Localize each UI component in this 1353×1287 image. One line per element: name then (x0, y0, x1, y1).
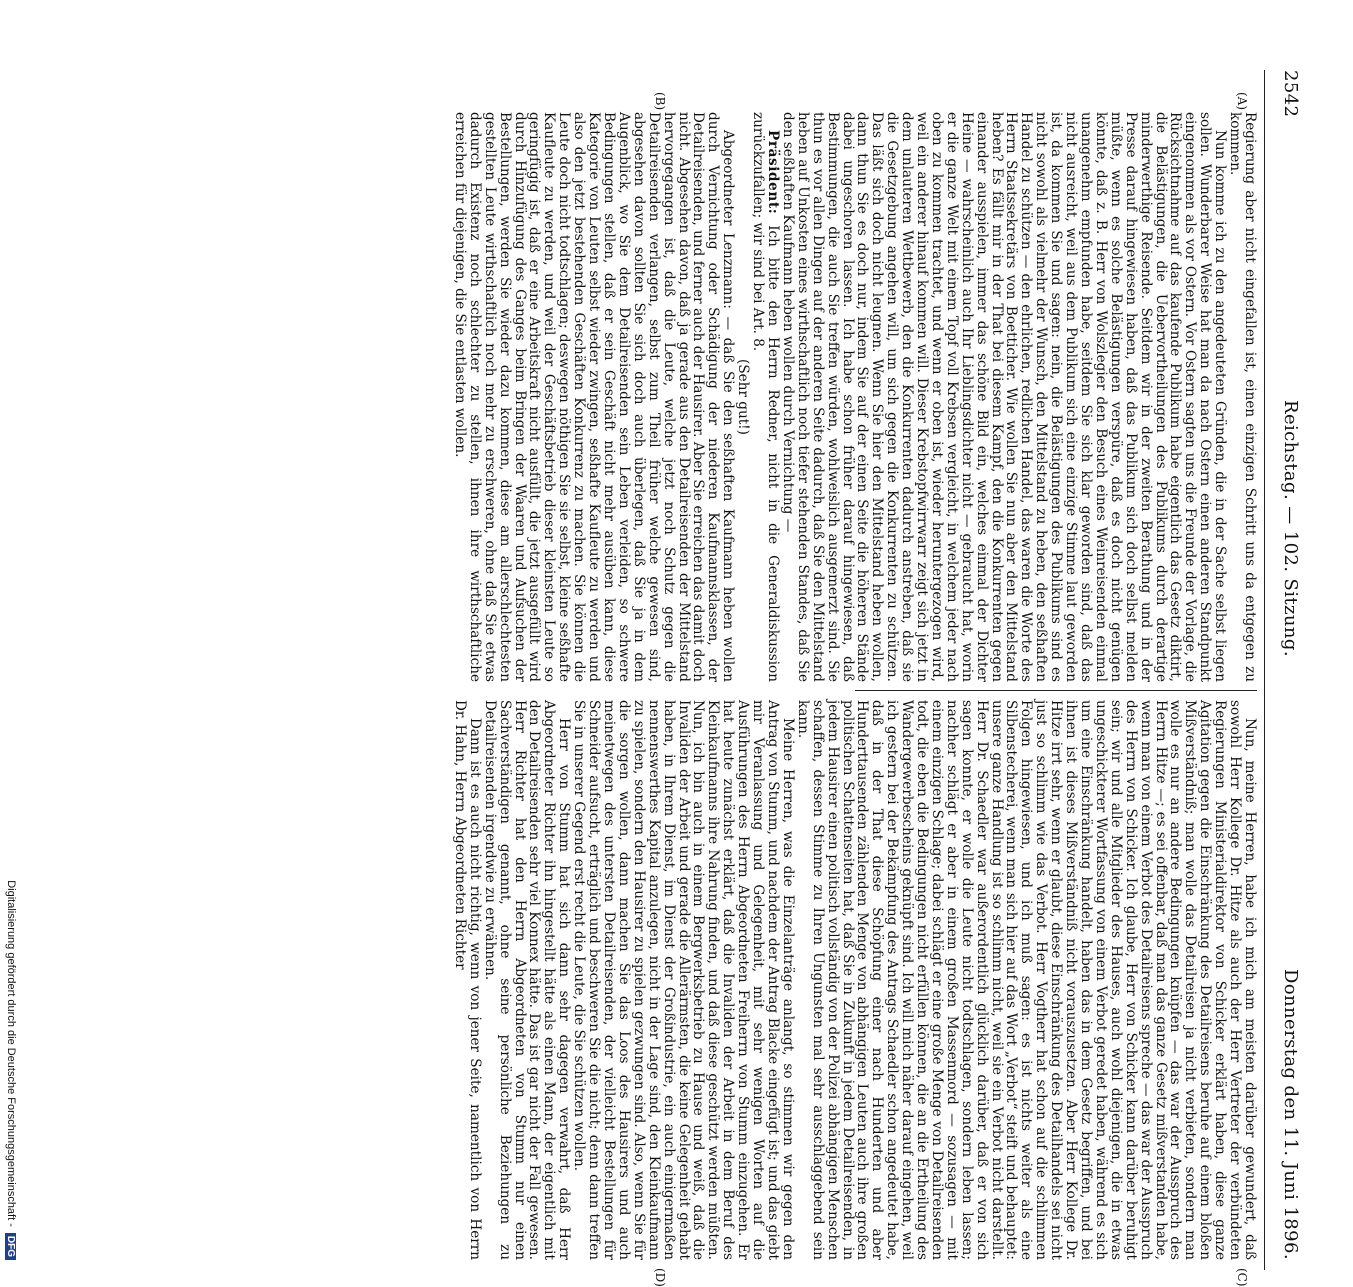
session-date: Donnerstag den 11. Juni 1896. (1280, 968, 1301, 1260)
header-rule (1264, 70, 1265, 1270)
paragraph (452, 112, 735, 682)
paragraph: Regierung aber nicht eingefallen ist, einen einzigen Schritt uns da entgegen zu kommen. (1227, 112, 1258, 682)
right-column (452, 700, 1257, 1260)
paragraph: Nun, meine Herren, habe ich mich am meisten darüber gewundert, daß sowohl Herr Kollege Dr. Hitze als auch der Herr Vertreter der verbündeten Regierungen Ministerialdirektor von Schicker erklärt haben, diese ganze Agitation gegen die Einschränkung des Detailreisens beruhe auf einem bloßen Mißverständniß; man wolle das Detailreisen ja nicht verbieten, sondern man wolle es nur an andere Bedingungen knüpfen — das war der Ausspruch des Herrn Hitze —; es sei offenbar, daß man das ganze Gesetz mißverstanden habe, wenn man von einem Verbot des Detailreisens spreche — das war der Ausspruch des Herrn von Schicker. Ich glaube, Herr von Schicker kann darüber beruhigt sein; wir und alle Mitglieder des Hauses, auch wohl diejenigen, die in etwas ungeschickterer Wortfassung von einem Verbot geredet haben, während es sich um eine Einschränkung handelt, haben das in dem Gesetz begriffen, und bei ihnen ist dieses Mißverständniß nicht vorauszusetzen. Aber Herr Kollege Dr. Hitze irrt sehr, wenn er glaubt, diese Einschränkung des Detailhandels sei nicht just so schlimm wie das Verbot. Herr Vogtherr hat schon auf die schlimmen Folgen hingewiesen, und ich muß sagen: es ist nichts weiter als eine Silbenstecherei, wenn man sich hier auf das Wort „Verbot“ steift und behauptet: unsere ganze Handlung ist so schlimm nicht, weil sie ein Verbot nicht darstellt. Herr Dr. Schaedler war außerordentlich glücklich darüber, daß er von sich sagen konnte, er wolle die Leute nicht todtschlagen, sondern leben lassen; nachher schlägt er aber in einem großen Massenmord — sozusagen — mit einem einzigen Schlage; dabei schlägt er eine große Menge von Detailreisenden todt, die eben die Bedingungen nicht erfüllen können, die an die Ertheilung des Wandergewerbescheins geknüpft sind. Ich will mich näher darauf eingehen, weil ich gestern bei der Bekämpfung des Antrags Schaedler schon angedeutet habe, daß in der That diese Schöpfung einer nach Hunderten und aber Hunderttausenden zählenden Menge von abhängigen Leuten auch ihre großen politischen Schattenseiten hat, daß Sie in Zukunft in jedem Detailreisenden, in jedem Hausirer einen politisch vollständig von der Polizei abhängigen Menschen schaffen, dessen Stimme zu Ihren Ungunsten mal sehr ausschlaggebend sein kann. (794, 700, 1258, 1260)
margin-mark-a: (A) (1235, 92, 1249, 111)
dfg-logo: DFG (5, 1233, 16, 1260)
margin-mark-d: (D) (653, 1268, 667, 1287)
paragraph: Herr von Stumm hat sich dann sehr dagegen verwahrt, daß Herr Abgeordneter Richter ihn hingestellt hätte als einen Mann, der eigentlich mit den Detailreisenden sehr viel Konnex hätte. Das ist gar nicht der Fall gewesen. Herr Richter hat den Herrn Abgeordneten von Stumm nur einen Sachverständigen genannt, ohne seine persönliche Beziehungen zu Detailreisenden irgendwie zu erwähnen. (481, 700, 573, 1260)
speaker-name: Präsident: (765, 130, 781, 215)
paragraph: Nun komme ich zu den angedeuteten Gründen, die in der Sache selbst liegen sollen. Wunderbarer Weise hat man da nach Ostern einen anderen Standpunkt eingenommen als vor Ostern. Vor Ostern sagten uns die Freunde der Vorlage, die Rücksichtnahme auf das kaufende Publikum habe eigentlich das Gesetz diktirt, die Belästigungen, die Uebervortheilungen des Publikums durch derartige minderwerthige Reisende. Seitdem wir in der zweiten Berathung und in der Presse darauf hingewiesen haben, daß das Publikum sich doch selbst melden müßte, wenn es solche Belästigungen verspüre, daß es doch nicht genügen könnte, daß z. B. Herr von Wolszlegier den Besuch eines Weinreisenden einmal unangenehm empfunden habe, seitdem Sie sich klar geworden sind, daß das nicht ausreicht, weil aus dem Publikum sich eine einzige Stimme laut geworden ist, da kommen Sie und sagen: nein, die Belästigungen des Publikums sind es nicht sowohl als vielmehr der Wunsch, den Mittelstand zu heben, den seßhaften Handel zu schützen — den ehrlichen, redlichen Handel, das waren die Worte des Herrn Staatssekretärs von Boetticher. Wie wollen Sie nun aber den Mittelstand heben? Es fällt mir in der That bei diesem Kampf, den die Konkurrenten gegen einander ausspielen, immer das schöne Bild ein, welches einmal der Dichter Heine — wahrscheinlich auch Ihr Lieblingsdichter nicht — gebraucht hat, worin er die ganze Welt mit einem Topf voll Krebsen vergleicht, in welchem jeder nach oben zu kommen trachtet, und wenn er oben ist, wieder heruntergezogen wird, weil ein anderer hinauf kommen will. Dieser Krebstopfwirrwarr zeigt sich jetzt in dem unlauteren Wettbewerb, den die Konkurrenten dadurch anstreben, daß sie die Gesetzgebung angehen will, um sich gegen die Konkurrenten zu schützen. Das läßt sich doch nicht leugnen. Wenn Sie hier den Mittelstand heben wollen, dann thun Sie es doch nur, indem Sie auf der einen Seite die höheren Stände dabei ungeschoren lassen. Ich habe schon früher darauf hingewiesen, daß Bestimmungen, die auch Sie treffen würden, wohlweislich ausgemerzt sind. Sie thun es vor allen Dingen auf der anderen Seite dadurch, daß Sie den Mittelstand heben auf Unkosten eines wirthschaftlich noch tiefer stehenden Standes, daß Sie den seßhaften Kaufmann heben wollen durch Vernichtung — (779, 112, 1229, 682)
speech-text: Abgeordneter Lenzmann: — daß Sie den seßhaften Kaufmann heben wollen durch Vernichtung oder Schädigung der niederen Kaufmannsklassen, der Detailreisenden, und ferner auch der Hausirer. Aber Sie erreichen das damit doch nicht. Abgesehen davon, daß ja gerade aus den Detailreisenden der Mittelstand hervorgegangen ist, daß die Leute, welche jetzt noch Schutz gegen die Detailreisenden verlangen, selbst zum Theil früher welche gewesen sind, abgesehen davon sollten Sie sich doch auch überlegen, daß Sie ja in dem Augenblick, wo Sie dem Detailreisenden sein Leben verleiden, so schwere Bedingungen stellen, daß er sein Geschäft nicht mehr ausüben kann, diese Kategorie von Leuten selbst wieder zwingen, seßhafte Kaufleute zu werden und also den jetzt bestehenden Geschäften Konkurrenz zu machen. Sie können die Leute doch nicht todtschlagen; deswegen nöthigen Sie sie selbst, kleine seßhafte Kaufleute zu werden, und weil der Geschäftsbetrieb dieser kleinsten Leute so geringfügig ist, daß er eine Arbeitskraft nicht ausfüllt, die jetzt ausgefüllt wird durch Hinzufügung des Ganges beim Bringen der Waaren und Aufsuchen der Bestellungen, werden Sie wieder dazu kommen, diese am allerschlechtesten gestellten Leute wirthschaftlich noch mehr zu erschweren, ohne daß Sie etwas dadurch Existenz noch schlechter zu stellen, ihnen ihre wirthschaftliche erreichen für diejenigen, die Sie entlasten wollen. (451, 112, 737, 682)
margin-mark-b: (B) (653, 92, 667, 111)
interjection: (Sehr gut!) (735, 359, 752, 435)
session-title: Reichstag. — 102. Sitzung. (1280, 400, 1301, 657)
margin-mark-c: (C) (1235, 1268, 1249, 1287)
column-divider (855, 690, 1257, 691)
running-head (1271, 70, 1301, 1260)
left-column (452, 112, 1257, 682)
paragraph (750, 112, 780, 682)
paragraph: Meine Herren, was die Einzelanträge anlangt, so stimmen wir gegen den Antrag von Stumm, und nachdem der Antrag Blacke eingefügt ist; und das giebt mir Veranlassung und Gelegenheit, mit sehr wenigen Worten auf die Ausführungen des Herrn Abgeordneten Freiherrn von Stumm einzugehen. Er hat heute zunächst erklärt, daß die Invaliden der Arbeit in dem Beruf des Kleinkaufmanns ihre Nahrung finden, und daß diese geschützt werden müßten. Nun, ich bin auch in einem Bergwerksbetrieb zu Hause und weiß, daß die Invaliden der Arbeit und gerade die Allerärmsten, die keine Gelegenheit gehabt haben, in Ihrem Dienst, im Dienst der Großindustrie, ein auch einigermaßen nennenswerthes Kapital anzulegen, nicht in der Lage sind, den Kleinkaufmann zu spielen, sondern den Hausirer zu spielen gezwungen sind. Also, wenn Sie für die sorgen wollen, dann machen Sie das Loos des Hausirers und auch meinetwegen des untersten Detailreisenden, der vielleicht Bestellungen für Schneider aufsucht, erträglich und beschweren Sie die nicht; denn dann treffen Sie in unserer Gegend erst recht die Leute, die Sie schützen wollen. (571, 700, 796, 1260)
digitization-footer (5, 70, 17, 1260)
digitization-note: Digitalisierung gefördert durch die Deutsche Forschungsgemeinschaft - (5, 880, 17, 1227)
paragraph: Dann ist es auch nicht richtig, wenn von jener Seite, namentlich von Herrn Dr. Hahn, Herrn Abgeordneten Richter (451, 700, 483, 1260)
speech-text: Ich bitte den Herrn Redner, nicht in die Generaldiskussion zurückzufallen; wir sind bei Art. 8. (750, 112, 781, 682)
page-number: 2542 (1280, 70, 1301, 118)
